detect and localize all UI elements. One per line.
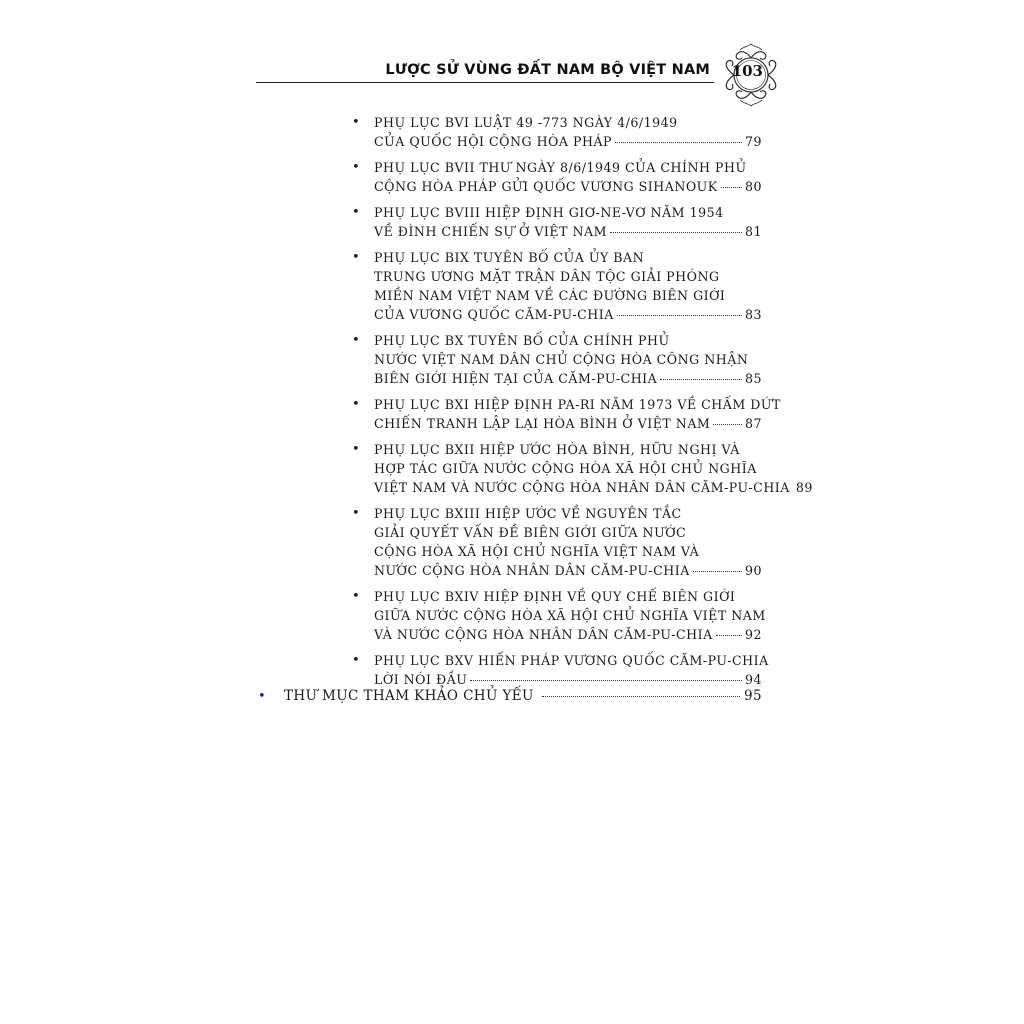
entry-line: HỢP TÁC GIỮA NƯỚC CỘNG HÒA XÃ HỘI CHỦ NGHĨA <box>374 461 757 476</box>
entry-line: VÀ NƯỚC CỘNG HÒA NHÂN DÂN CĂM-PU-CHIA <box>374 627 713 642</box>
page-header <box>256 40 786 108</box>
toc-entry[interactable] <box>352 504 762 580</box>
dot-leader <box>721 187 742 188</box>
bullet-icon: • <box>258 689 267 704</box>
dot-leader <box>542 696 740 697</box>
entry-line: BIÊN GIỚI HIỆN TẠI CỦA CĂM-PU-CHIA <box>374 371 658 386</box>
entry-line: PHỤ LỤC BVII THƯ NGÀY 8/6/1949 CỦA CHÍNH PHỦ <box>374 160 747 175</box>
entry-line: CỦA VƯƠNG QUỐC CĂM-PU-CHIA <box>374 307 614 322</box>
dot-leader <box>660 379 742 380</box>
page-ref: 90 <box>744 563 762 578</box>
entry-line: CHIẾN TRANH LẬP LẠI HÒA BÌNH Ở VIỆT NAM <box>374 416 711 431</box>
toc-entry[interactable] <box>352 395 781 433</box>
entry-line: CỘNG HÒA PHÁP GỬI QUỐC VƯƠNG SIHANOUK <box>374 179 718 194</box>
entry-line: PHỤ LỤC BXIII HIỆP ƯỚC VỀ NGUYÊN TẮC <box>374 506 682 521</box>
dot-leader <box>716 635 742 636</box>
main-entry-label: THƯ MỤC THAM KHẢO CHỦ YẾU <box>284 688 534 704</box>
entry-line: PHỤ LỤC BXV HIẾN PHÁP VƯƠNG QUỐC CĂM-PU-CHIA <box>374 653 769 668</box>
entry-line: PHỤ LỤC BIX TUYÊN BỐ CỦA ỦY BAN <box>374 250 645 265</box>
entry-line: TRUNG ƯƠNG MẶT TRẬN DÂN TỘC GIẢI PHÓNG <box>374 269 720 284</box>
toc-entry[interactable] <box>352 158 762 196</box>
dot-leader <box>470 680 742 681</box>
entry-line: PHỤ LỤC BX TUYÊN BỐ CỦA CHÍNH PHỦ <box>374 333 670 348</box>
header-rule <box>256 82 714 83</box>
bullet-icon: • <box>352 397 361 412</box>
page-ref: 87 <box>744 416 762 431</box>
page-ref: 94 <box>744 672 762 687</box>
dot-leader <box>615 142 742 143</box>
dot-leader <box>693 571 742 572</box>
page-ref: 81 <box>744 224 762 239</box>
entry-line: NƯỚC CỘNG HÒA NHÂN DÂN CĂM-PU-CHIA <box>374 563 690 578</box>
dot-leader <box>713 424 742 425</box>
page-ref: 80 <box>744 179 762 194</box>
entry-line: MIỀN NAM VIỆT NAM VỀ CÁC ĐƯỜNG BIÊN GIỚI <box>374 288 726 303</box>
entry-line: VỀ ĐÌNH CHIẾN SỰ Ở VIỆT NAM <box>374 224 607 239</box>
bullet-icon: • <box>352 115 361 130</box>
entry-line: VIỆT NAM VÀ NƯỚC CỘNG HÒA NHÂN DÂN CĂM-PU-CHIA <box>374 480 790 495</box>
entry-line: CỘNG HÒA XÃ HỘI CHỦ NGHĨA VIỆT NAM VÀ <box>374 544 700 559</box>
page-ref: 89 <box>795 480 813 495</box>
bullet-icon: • <box>352 160 361 175</box>
bullet-icon: • <box>352 589 361 604</box>
entry-line: LỜI NÓI ĐẦU <box>374 672 468 687</box>
entry-line: GIẢI QUYẾT VẤN ĐỀ BIÊN GIỚI GIỮA NƯỚC <box>374 525 687 540</box>
entry-line: NƯỚC VIỆT NAM DÂN CHỦ CỘNG HÒA CÔNG NHẬN <box>374 352 749 367</box>
page-ref: 79 <box>744 134 762 149</box>
page-ref: 92 <box>744 627 762 642</box>
toc-entry[interactable] <box>352 651 769 689</box>
bullet-icon: • <box>352 205 361 220</box>
toc-entry[interactable] <box>352 440 813 497</box>
bullet-icon: • <box>352 442 361 457</box>
page-ref: 95 <box>744 688 762 704</box>
dot-leader <box>617 315 742 316</box>
toc-main-entry[interactable] <box>258 686 762 707</box>
toc-entry[interactable] <box>352 203 762 241</box>
table-of-contents <box>352 113 813 696</box>
entry-line: PHỤ LỤC BVI LUẬT 49 -773 NGÀY 4/6/1949 <box>374 115 678 130</box>
entry-line: PHỤ LỤC BXI HIỆP ĐỊNH PA-RI NĂM 1973 VỀ CHẤM DỨT <box>374 397 781 412</box>
bullet-icon: • <box>352 506 361 521</box>
bullet-icon: • <box>352 653 361 668</box>
toc-entry[interactable] <box>352 587 766 644</box>
entry-line: PHỤ LỤC BXIV HIỆP ĐỊNH VỀ QUY CHẾ BIÊN GIỚI <box>374 589 736 604</box>
entry-line: PHỤ LỤC BVIII HIỆP ĐỊNH GIƠ-NE-VƠ NĂM 1954 <box>374 205 724 220</box>
toc-entry[interactable] <box>352 248 762 324</box>
dot-leader <box>610 232 742 233</box>
page-ref: 83 <box>744 307 762 322</box>
entry-line: PHỤ LỤC BXII HIỆP ƯỚC HÒA BÌNH, HỮU NGHỊ VÀ <box>374 442 740 457</box>
bullet-icon: • <box>352 333 361 348</box>
toc-entry[interactable] <box>352 113 762 151</box>
toc-entry[interactable] <box>352 331 762 388</box>
page-ref: 85 <box>744 371 762 386</box>
entry-line: GIỮA NƯỚC CỘNG HÒA XÃ HỘI CHỦ NGHĨA VIỆT NAM <box>374 608 766 623</box>
entry-line: CỦA QUỐC HỘI CỘNG HÒA PHÁP <box>374 134 613 149</box>
bullet-icon: • <box>352 250 361 265</box>
running-title: LƯỢC SỬ VÙNG ĐẤT NAM BỘ VIỆT NAM <box>385 62 710 78</box>
page-number: 103 <box>731 62 763 80</box>
